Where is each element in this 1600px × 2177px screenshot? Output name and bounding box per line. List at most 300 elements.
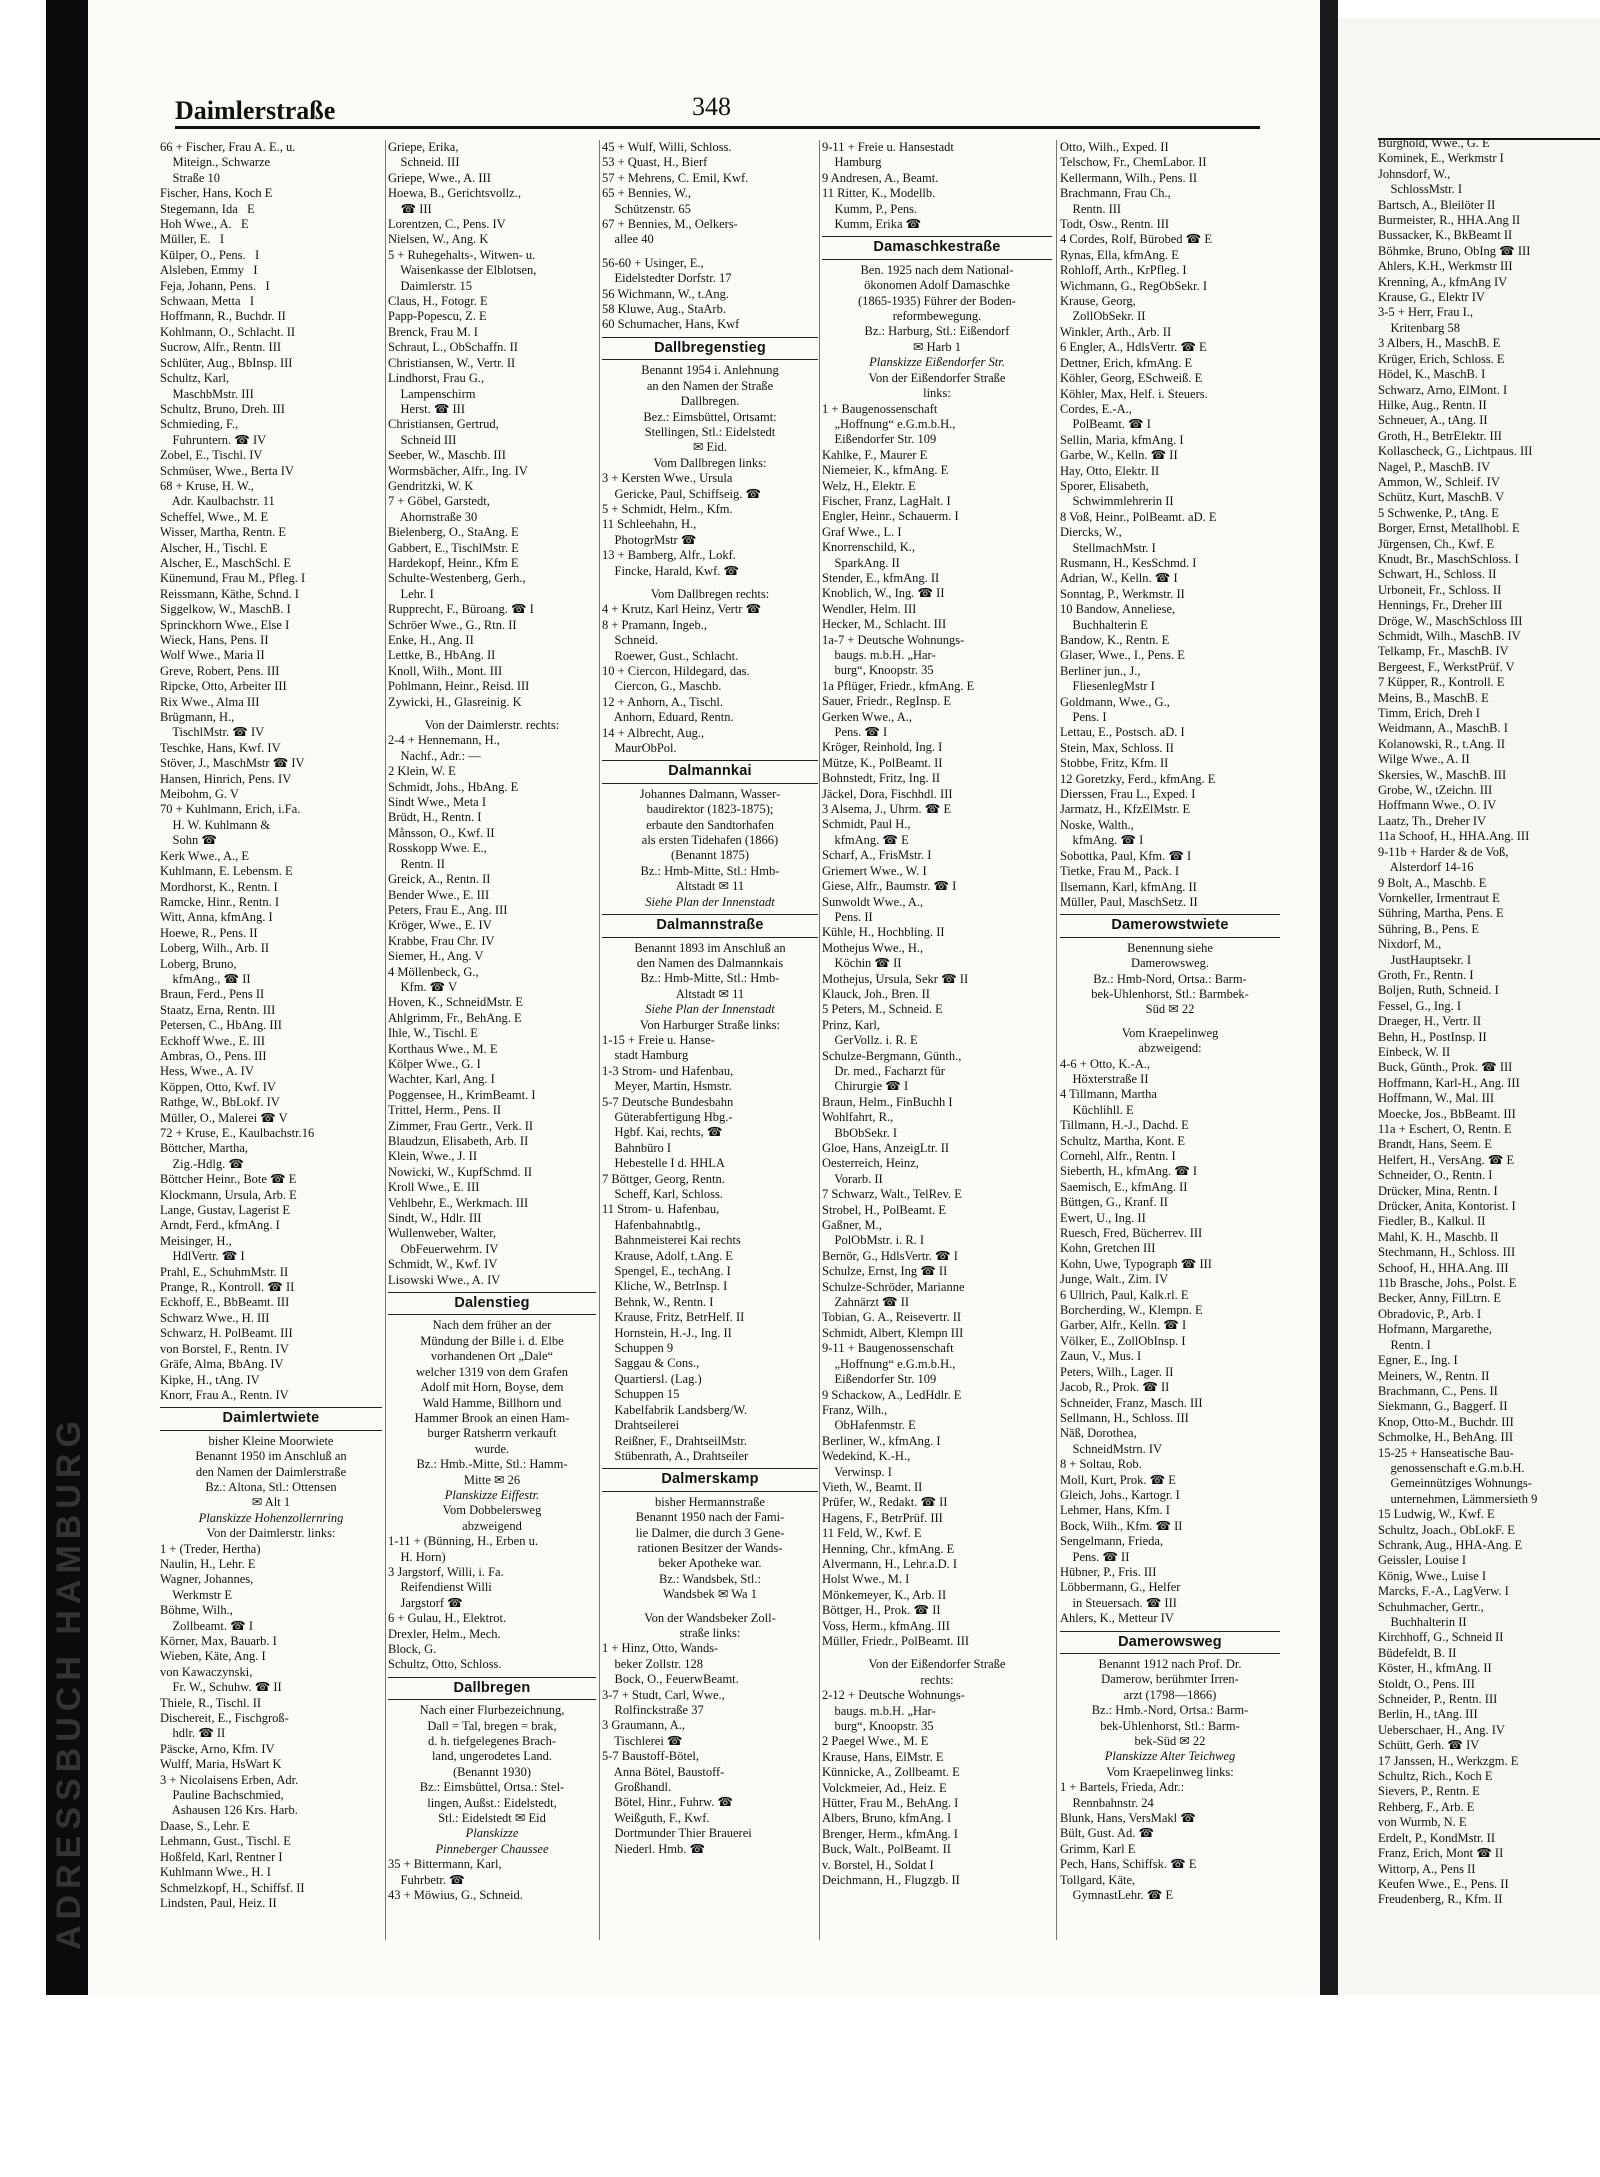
directory-entry: Gabbert, E., TischlMstr. E: [388, 540, 519, 555]
directory-entry: Krüger, Erich, Schloss. E: [1378, 351, 1505, 366]
directory-entry: Erdelt, P., KondMstr. II: [1378, 1830, 1496, 1845]
directory-entry: Adrian, W., Kelln. ☎ I: [1060, 571, 1178, 586]
directory-entry: Nielsen, W., Ang. K: [388, 232, 489, 247]
directory-entry: Brenger, Herm., kfmAng. I: [822, 1826, 958, 1841]
directory-entry: Bender Wwe., E. III: [388, 887, 490, 902]
directory-entry: Hardekopf, Heinr., Kfm E: [388, 555, 519, 570]
directory-entry: Schulze-Bergmann, Günth.,: [822, 1048, 962, 1063]
directory-entry: Voss, Herm., kfmAng. III: [822, 1618, 950, 1633]
directory-entry: GerVollz. i. R. E: [822, 1033, 918, 1048]
street-section-heading: Dalmannkai: [602, 760, 818, 783]
directory-entry: Sauer, Friedr., RegInsp. E: [822, 694, 951, 709]
directory-entry: SchneidMstrn. IV: [1060, 1441, 1163, 1456]
directory-entry: Rosskopp Wwe. E.,: [388, 841, 487, 856]
directory-entry: Seeber, W., Maschb. III: [388, 448, 506, 463]
directory-entry: Arndt, Ferd., kfmAng. I: [160, 1218, 280, 1233]
street-description: Hammer Brook an einen Ham-: [414, 1410, 570, 1425]
directory-entry: Otto, Wilh., Exped. II: [1060, 140, 1169, 154]
directory-entry: Hornstein, H.-J., Ing. II: [602, 1325, 732, 1340]
directory-entry: 3 Alsema, J., Uhrm. ☎ E: [822, 802, 952, 817]
directory-entry: Anhorn, Eduard, Rentn.: [602, 710, 734, 725]
directory-entry: Hilke, Aug., Rentn. II: [1378, 397, 1487, 412]
directory-entry: Claus, H., Fotogr. E: [388, 294, 488, 309]
directory-entry: Feja, Johann, Pens. I: [160, 278, 270, 293]
directory-entry: Weißguth, F., Kwf.: [602, 1810, 710, 1825]
directory-entry: Alsleben, Emmy I: [160, 263, 258, 278]
directory-entry: Sindt Wwe., Meta I: [388, 795, 487, 810]
directory-entry: Schmidt, Albert, Klempn III: [822, 1325, 964, 1340]
directory-entry: Schneid III: [388, 432, 457, 447]
directory-entry: Volckmeier, Ad., Heiz. E: [822, 1780, 947, 1795]
directory-entry: Prüfer, W., Redakt. ☎ II: [822, 1495, 948, 1510]
directory-entry: Klockmann, Ursula, Arb. E: [160, 1187, 297, 1202]
directory-entry: 1 + Bartels, Frieda, Adr.:: [1060, 1780, 1185, 1795]
directory-entry: Hecker, M., Schlacht. III: [822, 617, 947, 632]
directory-entry: Griemert Wwe., W. I: [822, 863, 927, 878]
directory-entry: Scharf, A., FrisMstr. I: [822, 848, 932, 863]
directory-entry: Brügmann, H.,: [160, 710, 235, 725]
directory-entry: Kuhlmann, E. Lebensm. E: [160, 864, 293, 879]
directory-entry: Braun, Ferd., Pens II: [160, 987, 265, 1002]
directory-entry: Kfm. ☎ V: [388, 979, 458, 994]
directory-entry: Lindhorst, Frau G.,: [388, 371, 485, 386]
directory-entry: Bock, Wilh., Kfm. ☎ II: [1060, 1518, 1183, 1533]
directory-entry: Meibohm, G. V: [160, 787, 239, 802]
directory-entry: 9-11 + Freie u. Hansestadt: [822, 140, 954, 154]
directory-entry: Buck, Walt., PolBeamt. II: [822, 1842, 951, 1857]
directory-entry: Kipke, H., tAng. IV: [160, 1372, 260, 1387]
directory-entry: Völker, E., ZollObInsp. I: [1060, 1333, 1186, 1348]
street-description: als ersten Tidehafen (1866): [641, 833, 779, 848]
directory-entry: Moll, Kurt, Prok. ☎ E: [1060, 1472, 1176, 1487]
directory-entry: Rentn. II: [388, 856, 445, 871]
directory-entry: 7 Küpper, R., Kontroll. E: [1378, 675, 1505, 690]
directory-entry: 9-11b + Harder & de Voß,: [1378, 844, 1509, 859]
directory-entry: Oesterreich, Heinz,: [822, 1156, 919, 1171]
directory-entry: Drücker, Mina, Rentn. I: [1378, 1183, 1498, 1198]
directory-entry: 8 + Pramann, Ingeb.,: [602, 617, 707, 632]
directory-entry: Behn, H., PostInsp. II: [1378, 1029, 1487, 1044]
directory-entry: Geissler, Louise I: [1378, 1553, 1467, 1568]
directory-entry: Stobbe, Fritz, Kfm. II: [1060, 756, 1169, 771]
directory-entry: Holst Wwe., M. I: [822, 1572, 910, 1587]
street-description: (Benannt 1875): [670, 848, 750, 863]
directory-entry: Stender, E., kfmAng. II: [822, 570, 940, 585]
directory-entry: Tobian, G. A., Reisevertr. II: [822, 1310, 962, 1325]
directory-entry: Vehlbehr, E., Werkmach. III: [388, 1195, 529, 1210]
directory-entry: Schraut, L., ObSchaffn. II: [388, 340, 518, 355]
directory-entry: Diercks, W.,: [1060, 525, 1122, 540]
directory-entry: Gerken Wwe., A.,: [822, 709, 913, 724]
directory-entry: Siekmann, G., Baggerf. II: [1378, 1399, 1508, 1414]
street-description: Wandsbek ✉ Wa 1: [663, 1587, 757, 1602]
directory-entry: 10 + Ciercon, Hildegard, das.: [602, 664, 750, 678]
directory-entry: burg“, Knoopstr. 35: [822, 1719, 934, 1734]
directory-entry: Bielenberg, O., StaAng. E: [388, 525, 519, 540]
directory-entry: Kohn, Uwe, Typograph ☎ III: [1060, 1256, 1212, 1271]
directory-entry: Enke, H., Ang. II: [388, 633, 474, 647]
directory-entry: Brandt, Hans, Seem. E: [1378, 1137, 1492, 1152]
directory-entry: 14 + Albrecht, Aug.,: [602, 725, 705, 740]
directory-entry: 2 Paegel Wwe., M. E: [822, 1734, 929, 1749]
directory-entry: Stegemann, Ida E: [160, 201, 255, 216]
street-description: Vom Dallbregen links:: [653, 455, 767, 470]
directory-entry: Egner, E., Ing. I: [1378, 1353, 1458, 1368]
directory-entry: Reissmann, Käthe, Schnd. I: [160, 586, 299, 601]
directory-entry: Zaun, V., Mus. I: [1060, 1349, 1142, 1364]
street-description: rationen Besitzer der Wands-: [637, 1540, 783, 1555]
directory-entry: Schützenstr. 65: [602, 201, 691, 216]
directory-entry: Weidmann, A., MaschB. I: [1378, 721, 1508, 736]
directory-entry: ZollObSekr. II: [1060, 309, 1146, 324]
directory-entry: Reißner, F., DrahtseilMstr.: [602, 1433, 748, 1448]
directory-entry: Kominek, E., Werkmstr I: [1378, 151, 1504, 166]
directory-entry: Fessel, G., Ing. I: [1378, 998, 1461, 1013]
street-description: ✉ Harb 1: [913, 339, 961, 354]
column-divider: [385, 140, 386, 1940]
directory-entry: 45 + Wulf, Willi, Schloss.: [602, 140, 732, 154]
street-description: Mitte ✉ 26: [463, 1472, 521, 1487]
directory-entry: Wisser, Martha, Rentn. E: [160, 525, 287, 540]
street-description: abzweigend:: [1138, 1041, 1202, 1056]
directory-entry: Hgbf. Kai, rechts, ☎: [602, 1125, 723, 1140]
directory-entry: Schultz, Martha, Kont. E: [1060, 1133, 1185, 1148]
directory-entry: Gaßner, M.,: [822, 1218, 882, 1233]
street-description: Von der Daimlerstr. links:: [206, 1526, 336, 1541]
directory-entry: Sporer, Elisabeth,: [1060, 478, 1149, 493]
directory-entry: Ripcke, Otto, Arbeiter III: [160, 679, 287, 694]
directory-entry: Hagens, F., BetrPrüf. III: [822, 1510, 943, 1525]
directory-entry: 4-6 + Otto, K.-A.,: [1060, 1056, 1151, 1071]
street-description: Bz.: Hmb.-Mitte, Stl.: Hamm-: [416, 1457, 568, 1472]
street-description: (Benannt 1930): [452, 1764, 532, 1779]
directory-entry: Lehmer, Hans, Kfm. I: [1060, 1503, 1170, 1518]
directory-entry: SchlossMstr. I: [1378, 182, 1463, 197]
directory-entry: Jürgensen, Ch., Kwf. E: [1378, 536, 1495, 551]
directory-entry: Schwart, H., Schloss. II: [1378, 567, 1497, 582]
directory-entry: Blunk, Hans, VersMakl ☎: [1060, 1811, 1196, 1826]
street-description: Bz.: Wandsbek, Stl.:: [659, 1571, 761, 1586]
directory-entry: Alvermann, H., Lehr.a.D. I: [822, 1556, 958, 1571]
directory-entry: Scheffel, Wwe., M. E: [160, 509, 269, 524]
directory-entry: Chirurgie ☎ I: [822, 1079, 909, 1094]
directory-entry: Siemer, H., Ang. V: [388, 949, 484, 964]
directory-entry: 7 Schwarz, Walt., TelRev. E: [822, 1187, 962, 1202]
street-description: den Namen der Daimlerstraße: [195, 1464, 347, 1479]
directory-entry: Fischer, Franz, LagHalt. I: [822, 493, 951, 508]
directory-entry: Schuppen 15: [602, 1387, 680, 1402]
directory-entry: Cornehl, Alfr., Rentn. I: [1060, 1149, 1176, 1163]
directory-entry: Deichmann, H., Flugzgb. II: [822, 1873, 960, 1888]
street-description: Vom Kraepelinweg links:: [1106, 1764, 1234, 1779]
directory-entry: Niemeier, K., kfmAng. E: [822, 463, 949, 478]
directory-entry: ObHafenmstr. E: [822, 1418, 916, 1433]
directory-entry: Telschow, Fr., ChemLabor. II: [1060, 155, 1207, 170]
street-description: Von der Daimlerstr. rechts:: [424, 718, 560, 733]
street-section-heading: Damerowstwiete: [1060, 914, 1280, 937]
directory-entry: Schuppen 9: [602, 1341, 674, 1356]
directory-entry: Franz, Erich, Mont ☎ II: [1378, 1846, 1504, 1861]
directory-entry: Berliner jun., J.,: [1060, 663, 1141, 678]
street-description: welcher 1319 von dem Grafen: [415, 1364, 569, 1379]
directory-entry: Schultz, Otto, Schloss.: [388, 1657, 502, 1672]
directory-entry: Wolf Wwe., Maria II: [160, 648, 265, 663]
directory-entry: Poggensee, H., KrimBeamt. I: [388, 1087, 536, 1102]
column-divider: [599, 140, 600, 1940]
directory-entry: König, Wwe., Luise I: [1378, 1568, 1487, 1583]
street-description: Vom Dallbregen rechts:: [650, 586, 770, 601]
directory-entry: Siggelkow, W., MaschB. I: [160, 602, 291, 617]
directory-entry: Griepe, Erika,: [388, 140, 459, 154]
street-description: vorhandenen Ort „Dale“: [430, 1349, 554, 1364]
directory-entry: Wedekind, K.-H.,: [822, 1449, 911, 1464]
facing-page-column: [1338, 18, 1600, 1986]
directory-entry: 1 + Hinz, Otto, Wands-: [602, 1641, 719, 1656]
directory-entry: Ruesch, Fred, Bücherrev. III: [1060, 1226, 1203, 1241]
directory-entry: Hütter, Frau M., BehAng. I: [822, 1796, 959, 1811]
directory-entry: 58 Kluwe, Aug., StaArb.: [602, 302, 726, 317]
street-description: Bz.: Harburg, Stl.: Eißendorf: [864, 324, 1010, 339]
directory-entry: Glaser, Wwe., I., Pens. E: [1060, 648, 1185, 663]
directory-entry: Kohn, Gretchen III: [1060, 1241, 1156, 1256]
directory-entry: Mordhorst, K., Rentn. I: [160, 879, 278, 894]
directory-entry: Roewer, Gust., Schlacht.: [602, 648, 739, 663]
street-description: Altstadt ✉ 11: [675, 986, 745, 1001]
directory-entry: 35 + Bittermann, Karl,: [388, 1857, 502, 1872]
directory-entry: Bült, Gust. Ad. ☎: [1060, 1826, 1155, 1841]
street-description: ✉ Eid.: [692, 440, 728, 455]
directory-entry: Löbbermann, G., Helfer: [1060, 1580, 1181, 1595]
directory-column-1: [160, 140, 382, 1940]
directory-entry: Zobel, E., Tischl. IV: [160, 448, 263, 463]
directory-entry: Kühle, H., Hochbling. II: [822, 925, 945, 940]
directory-entry: Hafenbahnabtlg.,: [602, 1217, 701, 1232]
street-section-heading: Damaschkestraße: [822, 236, 1052, 259]
directory-entry: Christiansen, W., Vertr. II: [388, 355, 516, 370]
directory-entry: Fuhruntern. ☎ IV: [160, 432, 267, 447]
directory-entry: Schneid.: [602, 633, 658, 648]
directory-entry: Sengelmann, Frieda,: [1060, 1534, 1164, 1549]
street-section-heading: Dalmerskamp: [602, 1468, 818, 1491]
directory-entry: Külper, O., Pens. I: [160, 247, 260, 262]
directory-entry: Köppen, Otto, Kwf. IV: [160, 1079, 276, 1094]
street-description: Von der Eißendorfer Straße: [868, 1657, 1006, 1672]
street-description: bisher Kleine Moorwiete: [208, 1433, 334, 1448]
street-description: Dallbregen.: [680, 394, 740, 409]
street-description: Vom Kraepelinweg: [1121, 1025, 1219, 1040]
directory-entry: Pens. I: [1060, 710, 1107, 725]
directory-entry: Krabbe, Frau Chr. IV: [388, 933, 495, 948]
directory-entry: Berlin, H., tAng. III: [1378, 1707, 1478, 1722]
header-rule: [175, 126, 1260, 129]
directory-entry: Hay, Otto, Elektr. II: [1060, 463, 1160, 478]
street-section-heading: Dalenstieg: [388, 1292, 596, 1315]
directory-entry: Schmüser, Wwe., Berta IV: [160, 463, 294, 478]
directory-entry: Adr. Kaulbachstr. 11: [160, 494, 275, 509]
directory-entry: Sunwoldt Wwe., A.,: [822, 894, 924, 909]
directory-entry: Schwarz Wwe., H. III: [160, 1310, 270, 1325]
directory-entry: Wieben, Käte, Ang. I: [160, 1649, 266, 1664]
street-description: erbaute den Sandtorhafen: [646, 817, 774, 832]
directory-entry: Marcks, F.-A., LagVerw. I: [1378, 1584, 1509, 1599]
directory-entry: Sucrow, Alfr., Rentn. III: [160, 340, 282, 355]
plan-note: Pinneberger Chaussee: [435, 1841, 549, 1856]
directory-entry: Albers, Bruno, kfmAng. I: [822, 1811, 952, 1826]
directory-entry: Fiedler, B., Kalkul. II: [1378, 1214, 1486, 1229]
directory-entry: Obradovic, P., Arb. I: [1378, 1306, 1482, 1321]
directory-entry: 15 Ludwig, W., Kwf. E: [1378, 1507, 1495, 1522]
directory-entry: Dierssen, Frau L., Exped. I: [1060, 787, 1196, 802]
directory-entry: Stöver, J., MaschMstr ☎ IV: [160, 756, 305, 771]
directory-entry: 8 Voß, Heinr., PolBeamt. aD. E: [1060, 509, 1217, 524]
directory-entry: 6 Ullrich, Paul, Kalk.rl. E: [1060, 1287, 1189, 1302]
directory-entry: Zimmer, Frau Gertr., Verk. II: [388, 1118, 534, 1133]
directory-entry: Tillmann, H.-J., Dachd. E: [1060, 1118, 1189, 1133]
directory-entry: Hoffmann Wwe., O. IV: [1378, 798, 1497, 813]
directory-entry: Anna Bötel, Baustoff-: [602, 1764, 725, 1779]
directory-entry: Blaudzun, Elisabeth, Arb. II: [388, 1134, 529, 1148]
directory-entry: Jäckel, Dora, Fischhdl. III: [822, 786, 953, 801]
directory-entry: Zollbeamt. ☎ I: [160, 1618, 253, 1633]
directory-entry: Krause, Hans, ElMstr. E: [822, 1749, 944, 1764]
directory-entry: Güterabfertigung Hbg.-: [602, 1109, 733, 1124]
street-description: Wald Hamme, Billhorn und: [422, 1395, 562, 1410]
directory-entry: Alscher, H., Tischl. E: [160, 540, 268, 555]
directory-entry: 9 Andresen, A., Beamt.: [822, 170, 939, 185]
directory-entry: Schneid. III: [388, 155, 460, 170]
directory-entry: Rusmann, H., KesSchmd. I: [1060, 555, 1197, 570]
directory-entry: Jargstorf ☎: [388, 1595, 463, 1610]
directory-entry: Stein, Max, Schloss. II: [1060, 740, 1174, 755]
directory-entry: Meisinger, H.,: [160, 1233, 232, 1248]
street-description: Benannt 1912 nach Prof. Dr.: [1098, 1657, 1242, 1671]
directory-entry: Vornkeller, Irmentraut E: [1378, 890, 1500, 905]
street-description: den Namen des Dalmannkais: [636, 955, 784, 970]
directory-entry: von Borstel, F., Rentn. IV: [160, 1341, 289, 1356]
directory-entry: Groth, Fr., Rentn. I: [1378, 967, 1474, 982]
directory-entry: Welz, H., Elektr. E: [822, 478, 916, 493]
directory-entry: Sellmann, H., Schloss. III: [1060, 1410, 1189, 1425]
directory-entry: Schmidt, Paul H.,: [822, 817, 911, 832]
directory-entry: Lampenschirm: [388, 386, 476, 401]
directory-entry: BbObSekr. I: [822, 1125, 897, 1140]
street-description: lie Dalmer, die durch 3 Gene-: [635, 1525, 785, 1540]
directory-entry: 13 + Bamberg, Alfr., Lokf.: [602, 548, 736, 563]
directory-entry: Buck, Günth., Prok. ☎ III: [1378, 1060, 1513, 1075]
street-description: Benannt 1954 i. Anlehnung: [641, 363, 779, 378]
directory-entry: 2-12 + Deutsche Wohnungs-: [822, 1688, 965, 1703]
directory-entry: 8 + Soltau, Rob.: [1060, 1457, 1142, 1472]
directory-entry: unternehmen, Lämmersieth 9: [1378, 1491, 1538, 1506]
directory-entry: Stübenrath, A., Drahtseiler: [602, 1448, 749, 1463]
directory-entry: Ramcke, Hinr., Rentn. I: [160, 894, 280, 909]
directory-entry: 43 + Möwius, G., Schneid.: [388, 1888, 523, 1903]
directory-entry: Schneuer, A., tAng. II: [1378, 413, 1488, 428]
directory-entry: Hoh Wwe., A. E: [160, 217, 249, 232]
directory-entry: Moecke, Jos., BbBeamt. III: [1378, 1106, 1516, 1121]
directory-entry: 9 Bolt, A., Maschb. E: [1378, 875, 1487, 890]
directory-entry: Brüdt, H., Rentn. I: [388, 810, 482, 825]
directory-entry: Miteign., Schwarze: [160, 155, 271, 170]
directory-entry: 4 Möllenbeck, G.,: [388, 964, 479, 979]
directory-entry: Schultz, Joach., ObLokF. E: [1378, 1522, 1515, 1537]
directory-entry: 17 Janssen, H., Werkzgm. E: [1378, 1753, 1519, 1768]
directory-entry: Nowicki, W., KupfSchmd. II: [388, 1164, 533, 1179]
directory-entry: Lettau, E., Postsch. aD. I: [1060, 725, 1185, 740]
directory-entry: Hoven, K., SchneidMstr. E: [388, 995, 524, 1010]
directory-column-5: [1060, 140, 1280, 1940]
directory-entry: Mönkemeyer, K., Arb. II: [822, 1587, 947, 1602]
directory-entry: Braun, Helm., FinBuchh I: [822, 1094, 953, 1109]
street-description: Bz.: Hmb-Mitte, Stl.: Hmb-: [640, 863, 780, 878]
directory-entry: 56 Wichmann, W., t.Ang.: [602, 286, 730, 301]
directory-entry: 7 + Göbel, Garstedt,: [388, 494, 490, 509]
directory-entry: 12 + Anhorn, A., Tischl.: [602, 694, 723, 709]
directory-entry: Fr. W., Schuhw. ☎ II: [160, 1680, 282, 1695]
directory-entry: Telkamp, Fr., MaschB. IV: [1378, 644, 1509, 659]
directory-entry: Korthaus Wwe., M. E: [388, 1041, 498, 1056]
directory-entry: Wullenweber, Walter,: [388, 1226, 496, 1241]
directory-entry: Ahlers, K., Metteur IV: [1060, 1611, 1174, 1626]
directory-entry: Laatz, Th., Dreher IV: [1378, 813, 1487, 828]
street-description: Bz.: Hmb.-Nord, Ortsa.: Barm-: [1091, 1703, 1249, 1718]
directory-entry: Keufen Wwe., E., Pens. II: [1378, 1876, 1509, 1891]
directory-entry: Näß, Dorothea,: [1060, 1426, 1137, 1441]
directory-entry: Bock, O., FeuerwBeamt.: [602, 1672, 739, 1687]
directory-entry: Mütze, K., PolBeamt. II: [822, 755, 943, 770]
street-description: Benannt 1950 im Anschluß an: [195, 1449, 347, 1464]
street-description: Benannt 1893 im Anschluß an: [634, 940, 786, 955]
directory-entry: Pens. II: [822, 909, 873, 924]
directory-entry: Dröge, W., MaschSchloss III: [1378, 613, 1523, 628]
directory-entry: Schneider, O., Rentn. I: [1378, 1168, 1493, 1183]
directory-entry: 1-3 Strom- und Hafenbau,: [602, 1063, 734, 1078]
directory-entry: Schultz, Bruno, Dreh. III: [160, 401, 285, 416]
directory-column-3: [602, 140, 818, 1940]
directory-entry: Meins, B., MaschB. E: [1378, 690, 1489, 705]
directory-entry: Fincke, Harald, Kwf. ☎: [602, 563, 740, 578]
directory-entry: Knoblich, W., Ing. ☎ II: [822, 586, 945, 601]
directory-entry: Meiners, W., Rentn. II: [1378, 1368, 1490, 1383]
directory-entry: 1 + (Treder, Hertha): [160, 1541, 261, 1556]
directory-entry: Herst. ☎ III: [388, 401, 466, 416]
directory-entry: Trittel, Herm., Pens. II: [388, 1103, 502, 1118]
spacer: [388, 710, 596, 718]
street-description: links:: [923, 386, 951, 401]
directory-entry: Klauck, Joh., Bren. II: [822, 986, 930, 1001]
directory-entry: Vorarb. II: [822, 1171, 883, 1186]
directory-entry: Schmelzkopf, H., Schiffsf. II: [160, 1880, 305, 1895]
directory-entry: Hansen, Hinrich, Pens. IV: [160, 771, 292, 786]
directory-entry: Niederl. Hmb. ☎: [602, 1841, 706, 1856]
directory-entry: Tollgard, Käte,: [1060, 1872, 1136, 1887]
street-description: ✉ Alt 1: [251, 1495, 291, 1510]
directory-entry: Loberg, Bruno,: [160, 956, 237, 971]
directory-entry: Wichmann, G., RegObSekr. I: [1060, 278, 1208, 293]
street-section-heading: Damerowsweg: [1060, 1631, 1280, 1654]
directory-entry: Urboneit, Fr., Schloss. II: [1378, 582, 1502, 597]
directory-entry: 15-25 + Hanseatische Bau-: [1378, 1445, 1514, 1460]
directory-entry: Dettner, Erich, kfmAng. E: [1060, 355, 1193, 370]
directory-entry: Rynas, Ella, kfmAng. E: [1060, 247, 1179, 262]
directory-entry: Bötel, Hinr., Fuhrw. ☎: [602, 1795, 734, 1810]
directory-entry: Büttgen, G., Kranf. II: [1060, 1195, 1168, 1210]
directory-column-4: [822, 140, 1052, 1940]
directory-entry: Sühring, B., Pens. E: [1378, 921, 1480, 936]
directory-entry: Behnk, W., Rentn. I: [602, 1294, 714, 1309]
directory-entry: Krause, Fritz, BetrHelf. II: [602, 1310, 745, 1325]
directory-entry: v. Borstel, H., Soldat I: [822, 1857, 934, 1872]
